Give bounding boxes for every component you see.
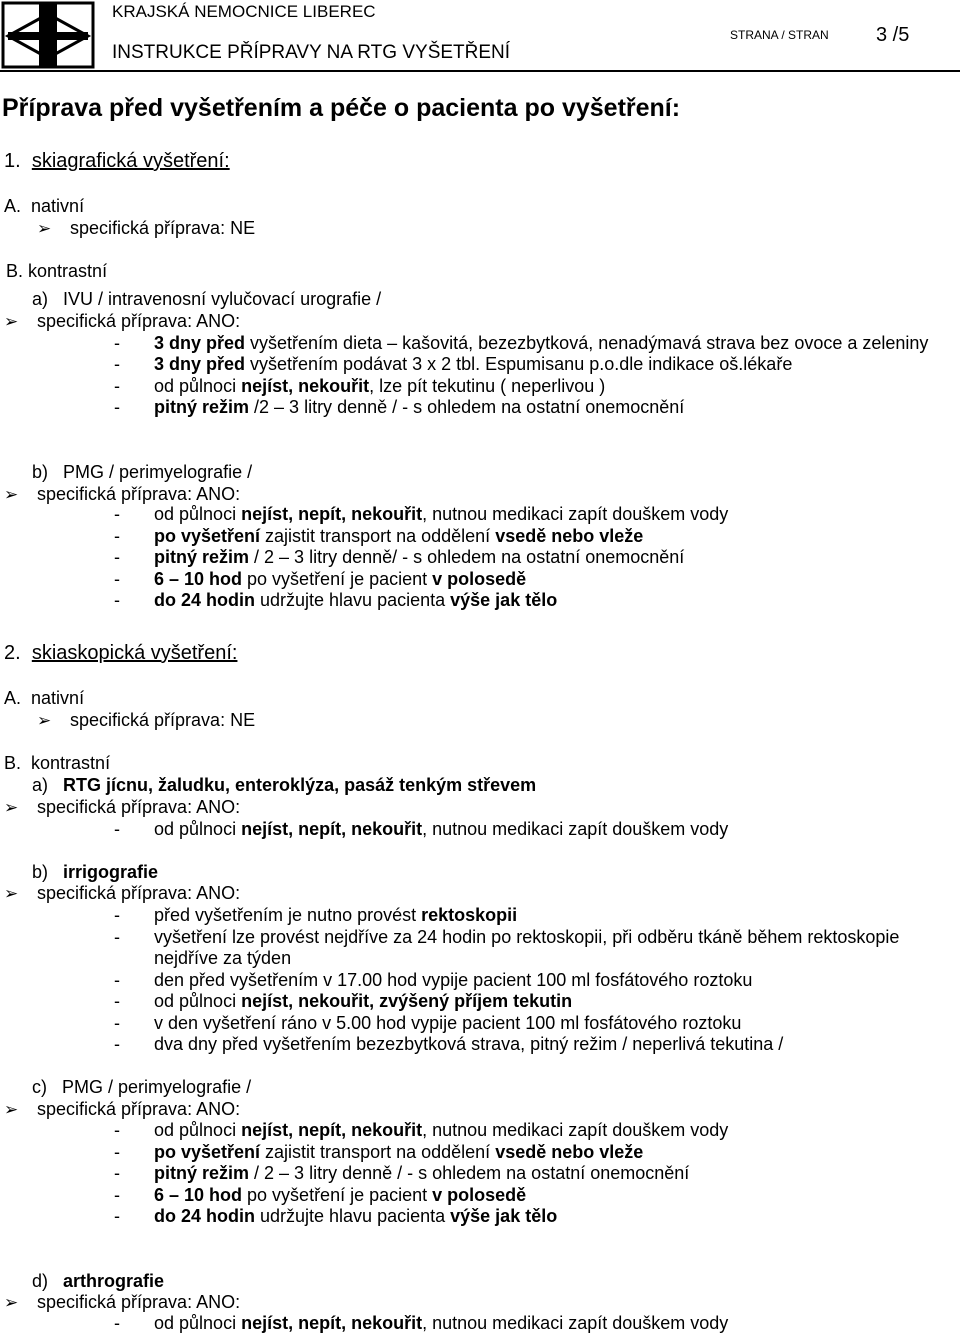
arrow-bullet-icon: ➢ <box>4 884 19 903</box>
page-number: 3 /5 <box>876 24 910 46</box>
list-item: - v den vyšetření ráno v 5.00 hod vypije pacient 100 ml fosfátového roztoku <box>114 1013 742 1033</box>
pmg-heading: b) PMG / perimyelografie / <box>32 462 253 482</box>
list-item: - od půlnoci nejíst, nepít, nekouřit, nutnou medikaci zapít douškem vody <box>114 1120 729 1140</box>
list-item: - od půlnoci nejíst, nepít, nekouřit, nutnou medikaci zapít douškem vody <box>114 1313 729 1333</box>
list-item: - od půlnoci nejíst, nekouřit, lze pít tekutinu ( neperlivou ) <box>114 376 606 396</box>
list-item: - 3 dny před vyšetřením podávat 3 x 2 tbl. Espumisanu p.o.dle indikace oš.lékaře <box>114 354 793 374</box>
list-item: - dva dny před vyšetřením bezezbytková strava, pitný režim / neperlivá tekutina / <box>114 1034 784 1054</box>
s2-a-prep: ➢ specifická příprava: NE <box>37 710 256 730</box>
list-item: - po vyšetření zajistit transport na oddělení vsedě nebo vleže <box>114 1142 644 1162</box>
arrow-bullet-icon: ➢ <box>37 219 52 238</box>
s1-a-heading: A. nativní <box>4 196 85 216</box>
s1-a-prep: ➢ specifická příprava: NE <box>37 218 256 238</box>
list-item: - 3 dny před vyšetřením dieta – kašovitá, bezezbytková, nenadýmavá strava bez ovoce a zeleniny <box>114 333 929 353</box>
list-item: - pitný režim /2 – 3 litry denně / - s ohledem na ostatní onemocnění <box>114 397 685 417</box>
list-item: - do 24 hodin udržujte hlavu pacienta výše jak tělo <box>114 590 558 610</box>
list-item: - od půlnoci nejíst, nepít, nekouřit, nutnou medikaci zapít douškem vody <box>114 819 729 839</box>
arrow-bullet-icon: ➢ <box>4 1293 19 1312</box>
s2-a-heading: A. nativní <box>4 688 85 708</box>
list-item: - pitný režim / 2 – 3 litry denně/ - s ohledem na ostatní onemocnění <box>114 547 685 567</box>
ivu-heading: a) IVU / intravenosní vylučovací urografie / <box>32 289 382 309</box>
list-item: - 6 – 10 hod po vyšetření je pacient v polosedě <box>114 569 527 589</box>
arrow-bullet-icon: ➢ <box>4 1100 19 1119</box>
rtg-prep: ➢ specifická příprava: ANO: <box>4 797 241 817</box>
irrigography-heading: b) irrigografie <box>32 862 159 882</box>
hospital-name: KRAJSKÁ NEMOCNICE LIBEREC <box>112 2 376 21</box>
s2-b-heading: B. kontrastní <box>4 753 111 773</box>
page-title: Příprava před vyšetřením a péče o pacienta po vyšetření: <box>2 94 681 122</box>
arrow-bullet-icon: ➢ <box>4 798 19 817</box>
arthrography-heading: d) arthrografie <box>32 1271 165 1291</box>
page-label: STRANA / STRAN <box>730 28 829 42</box>
list-item: - den před vyšetřením v 17.00 hod vypije pacient 100 ml fosfátového roztoku <box>114 970 753 990</box>
list-item: - od půlnoci nejíst, nepít, nekouřit, nutnou medikaci zapít douškem vody <box>114 504 729 524</box>
pmg2-heading: c) PMG / perimyelografie / <box>32 1077 252 1097</box>
pmg2-prep: ➢ specifická příprava: ANO: <box>4 1099 241 1119</box>
arthrography-prep: ➢ specifická příprava: ANO: <box>4 1292 241 1312</box>
pmg-prep: ➢ specifická příprava: ANO: <box>4 484 241 504</box>
ivu-prep: ➢ specifická příprava: ANO: <box>4 311 241 331</box>
arrow-bullet-icon: ➢ <box>37 711 52 730</box>
list-item: - před vyšetřením je nutno provést rektoskopii <box>114 905 518 925</box>
list-item: - pitný režim / 2 – 3 litry denně / - s ohledem na ostatní onemocnění <box>114 1163 690 1183</box>
list-item: - do 24 hodin udržujte hlavu pacienta výše jak tělo <box>114 1206 558 1226</box>
s1-b-heading: B. kontrastní <box>6 261 108 281</box>
section-2-heading: 2. skiaskopická vyšetření: <box>4 642 238 664</box>
list-item-continuation: nejdříve za týden <box>154 948 292 968</box>
instruction-title: INSTRUKCE PŘÍPRAVY NA RTG VYŠETŘENÍ <box>112 42 511 63</box>
arrow-bullet-icon: ➢ <box>4 312 19 331</box>
section-1-heading: 1. skiagrafická vyšetření: <box>4 150 230 172</box>
list-item: - vyšetření lze provést nejdříve za 24 hodin po rektoskopii, při odběru tkáně během rektoskopie <box>114 927 900 947</box>
rtg-heading: a) RTG jícnu, žaludku, enteroklýza, pasáž tenkým střevem <box>32 775 537 795</box>
irrigography-prep: ➢ specifická příprava: ANO: <box>4 883 241 903</box>
header-divider <box>0 70 960 72</box>
list-item: - 6 – 10 hod po vyšetření je pacient v polosedě <box>114 1185 527 1205</box>
list-item: - od půlnoci nejíst, nekouřit, zvýšený příjem tekutin <box>114 991 573 1011</box>
hospital-logo <box>0 0 96 72</box>
arrow-bullet-icon: ➢ <box>4 485 19 504</box>
list-item: - po vyšetření zajistit transport na oddělení vsedě nebo vleže <box>114 526 644 546</box>
